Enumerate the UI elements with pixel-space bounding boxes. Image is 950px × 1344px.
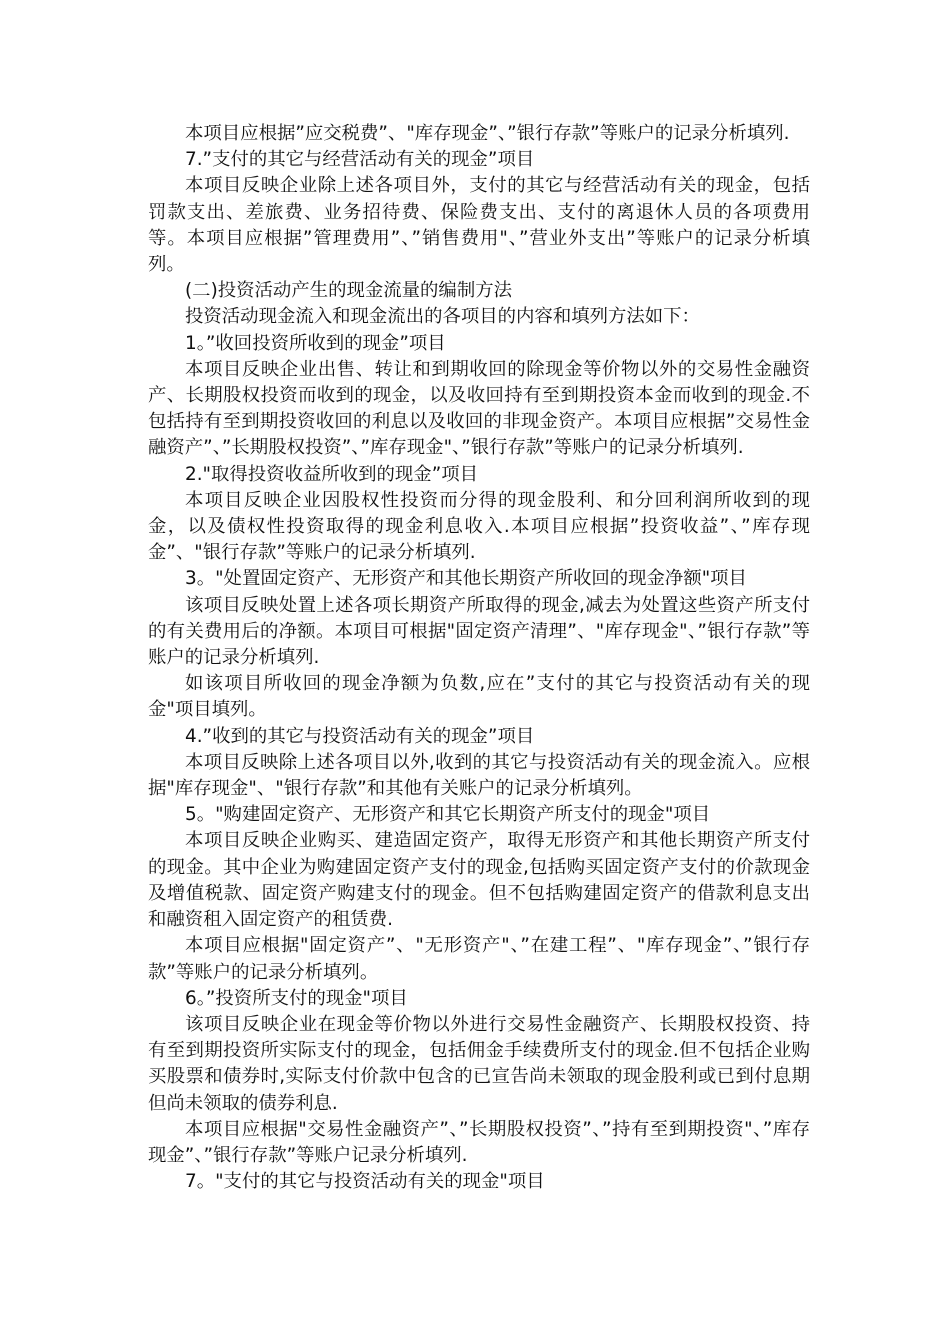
section-heading: 7。"支付的其它与投资活动有关的现金"项目: [185, 1171, 545, 1193]
paragraph: 如该项目所收回的现金净额为负数,应在”支付的其它与投资活动有关的现金"项目填列。: [148, 673, 810, 721]
document-body: [148, 121, 810, 1195]
section-heading: (二)投资活动产生的现金流量的编制方法: [185, 280, 512, 302]
paragraph: 本项目应根据"固定资产”、"无形资产"、”在建工程”、"库存现金”、”银行存款”等账户的记录分析填列。: [148, 935, 810, 983]
section-heading: 2."取得投资收益所收到的现金”项目: [185, 463, 479, 485]
paragraph: 本项目反映企业出售、转让和到期收回的除现金等价物以外的交易性金融资产、长期股权投资而收到的现金，以及收回持有至到期投资本金而收到的现金.不包括持有至到期投资收回的利息以及收回的非现金资产。本项目应根据”交易性金融资产”、”长期股权投资”、”库存现金"、”银行存款”等账户的记录分析填列.: [148, 358, 810, 459]
section-heading: 6。”投资所支付的现金"项目: [185, 987, 408, 1009]
section-heading: 5。"购建固定资产、无形资产和其它长期资产所支付的现金"项目: [185, 804, 711, 826]
paragraph: 投资活动现金流入和现金流出的各项目的内容和填列方法如下：: [185, 306, 700, 328]
section-heading: 4.”收到的其它与投资活动有关的现金”项目: [185, 725, 535, 747]
paragraph: 本项目反映企业除上述各项目外，支付的其它与经营活动有关的现金，包括罚款支出、差旅费、业务招待费、保险费支出、支付的离退休人员的各项费用等。本项目应根据”管理费用”、”销售费用"、”营业外支出”等账户的记录分析填列。: [148, 175, 810, 276]
section-heading: 3。"处置固定资产、无形资产和其他长期资产所收回的现金净额"项目: [185, 568, 747, 590]
paragraph: 该项目反映处置上述各项长期资产所取得的现金,减去为处置这些资产所支付的有关费用后的净额。本项目可根据"固定资产清理”、"库存现金"、”银行存款”等账户的记录分析填列.: [148, 594, 810, 669]
paragraph: 本项目反映企业购买、建造固定资产，取得无形资产和其他长期资产所支付的现金。其中企业为购建固定资产支付的现金,包括购买固定资产支付的价款现金及增值税款、固定资产购建支付的现金。但不包括购建固定资产的借款利息支出和融资租入固定资产的租赁费.: [148, 830, 810, 931]
paragraph: 本项目反映除上述各项目以外,收到的其它与投资活动有关的现金流入。应根据"库存现金"、"银行存款”和其他有关账户的记录分析填列。: [148, 751, 810, 800]
paragraph: 该项目反映企业在现金等价物以外进行交易性金融资产、长期股权投资、持有至到期投资所实际支付的现金，包括佣金手续费所支付的现金.但不包括企业购买股票和债券时,实际支付价款中包含的已宣告尚未领取的现金股利或已到付息期但尚未领取的债券利息.: [148, 1013, 810, 1114]
section-heading: 7.”支付的其它与经营活动有关的现金”项目: [185, 149, 535, 171]
section-heading: 1。”收回投资所收到的现金”项目: [185, 332, 446, 354]
paragraph: 本项目应根据"交易性金融资产”、”长期股权投资”、”持有至到期投资"、”库存现金”、”银行存款”等账户记录分析填列.: [148, 1118, 810, 1166]
paragraph: 本项目应根据”应交税费”、"库存现金”、”银行存款”等账户的记录分析填列.: [185, 123, 790, 144]
paragraph: 本项目反映企业因股权性投资而分得的现金股利、和分回利润所收到的现金，以及债权性投资取得的现金利息收入.本项目应根据”投资收益”、”库存现金”、"银行存款”等账户的记录分析填列.: [148, 489, 810, 564]
